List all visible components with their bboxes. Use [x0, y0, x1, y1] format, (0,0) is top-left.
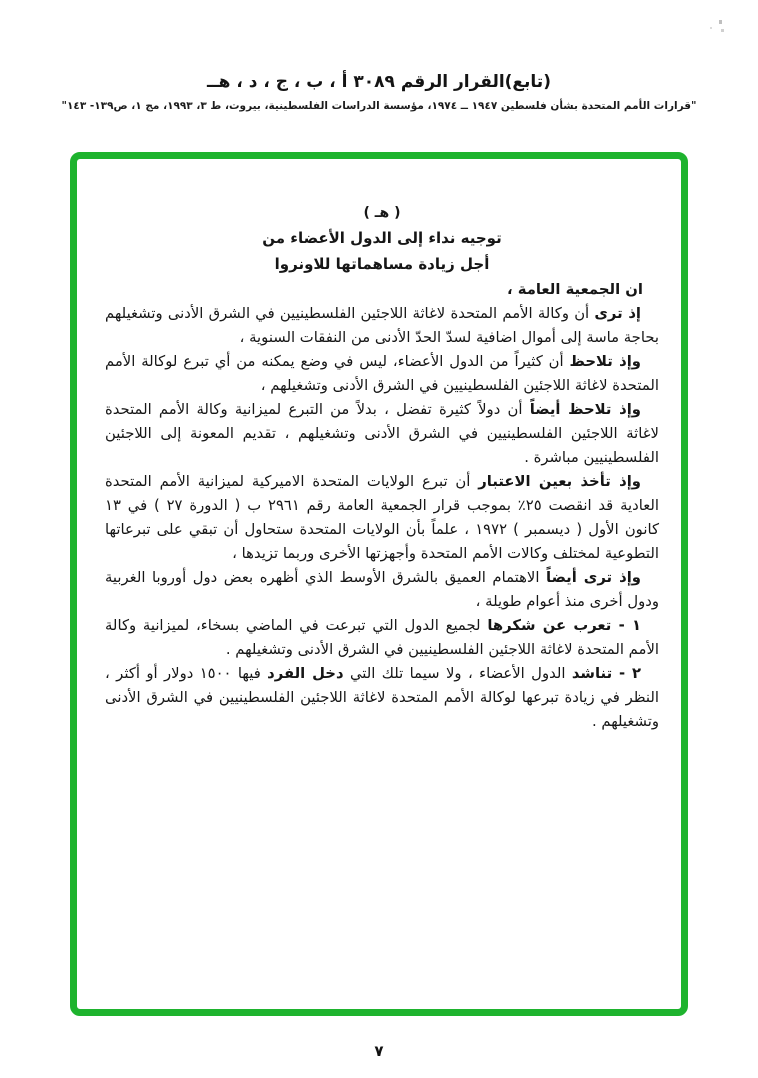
preamble-general-assembly: ان الجمعية العامة ، [506, 281, 643, 298]
resolution-body [77, 159, 681, 1009]
clause-considering-funds [105, 302, 659, 350]
document-header [0, 72, 758, 112]
operative-2-appeals-states [105, 662, 659, 734]
section-letter: ( هـ ) [363, 205, 401, 221]
resolution-header-title: (تابع)القرار الرقم ٣٠٨٩ أ ، ب ، ج ، د ، هــ [207, 72, 551, 92]
clause-lead: ١ - تعرب عن شكرها [487, 617, 641, 634]
source-citation: "قرارات الأمم المتحدة بشأن فلسطين ١٩٤٧ ــ ١٩٧٤، مؤسسة الدراسات الفلسطينية، بيروت، ط ٣، ١٩٩٣، مج ١، ص١٣٩- ١٤٣" [61, 100, 697, 112]
noise-speck [721, 29, 724, 32]
clause-noting-direct-aid [105, 398, 659, 470]
clause-text: الدول الأعضاء ، ولا سيما تلك التي [343, 665, 572, 682]
clause-bold-phrase: دخل الفرد [267, 665, 344, 682]
clause-text: الاهتمام العميق بالشرق الأوسط الذي أظهره بعض دول أوروبا الغربية ودول أخرى منذ أعوام طويلة ، [105, 569, 659, 610]
clause-text: لجميع الدول التي تبرعت في الماضي بسخاء، لميزانية وكالة الأمم المتحدة لاغاثة اللاجئين الفلسطينيين في الشرق الأدنى وتشغيلهم . [105, 617, 659, 658]
operative-1-expresses-thanks [105, 614, 659, 662]
scan-noise-marks [696, 18, 736, 38]
resolution-title-line1: توجيه نداء إلى الدول الأعضاء من [262, 229, 502, 247]
clause-text: أن كثيراً من الدول الأعضاء، ليس في وضع يمكنه من أي تبرع لوكالة الأمم المتحدة لاغاثة اللاجئين الفلسطينيين في الشرق الأدنى وتشغيلهم ، [105, 353, 659, 394]
clause-lead: وإذ تأخذ بعين الاعتبار [478, 473, 641, 490]
noise-speck [710, 27, 712, 29]
clause-us-contribution [105, 470, 659, 566]
clause-text: أن دولاً كثيرة تفضل ، بدلاً من التبرع لميزانية وكالة الأمم المتحدة لاغاثة اللاجئين الفلسطينيين في الشرق الأدنى وتشغيلهم ، تقديم المعونة إلى اللاجئين الفلسطينيين مباشرة . [105, 401, 659, 466]
clause-lead: وإذ تلاحظ أيضاً [529, 401, 642, 418]
clause-text: فيها ١٥٠٠ دولار أو أكثر ، النظر في زيادة تبرعها لوكالة الأمم المتحدة لاغاثة اللاجئين الفلسطينيين في الشرق الأدنى وتشغيلهم . [105, 665, 659, 730]
clause-noting-member-states [105, 350, 659, 398]
clause-lead: ٢ - تناشد [571, 665, 641, 682]
clause-lead: وإذ ترى أيضاً [546, 569, 641, 586]
page-number: ٧ [374, 1042, 384, 1060]
clause-lead: إذ ترى [594, 305, 642, 322]
green-frame [70, 152, 688, 1016]
clause-european-interest [105, 566, 659, 614]
clause-text: أن وكالة الأمم المتحدة لاغاثة اللاجئين الفلسطينيين في الشرق الأدنى وتشغيلهم بحاجة ماسة إلى أموال اضافية لسدّ الحدّ الأدنى من النفقات السنوية ، [105, 305, 659, 346]
clause-lead: وإذ تلاحظ [569, 353, 641, 370]
clause-text: أن تبرع الولايات المتحدة الاميركية لميزانية الأمم المتحدة العادية قد انقصت ٢٥٪ بموجب قرار الجمعية العامة رقم ٢٩٦١ ب ( الدورة ٢٧ ) في ١٣ كانون الأول ( ديسمبر ) ١٩٧٢ ، علماً بأن الولايات المتحدة ستحاول أن تبقي على تبرعاتها التطوعية لمختلف وكالات الأمم المتحدة وأجهزتها الأخرى وربما تزيدها ، [105, 473, 659, 562]
resolution-title-line2: أجل زيادة مساهماتها للاونروا [274, 255, 490, 273]
noise-speck [719, 20, 722, 24]
